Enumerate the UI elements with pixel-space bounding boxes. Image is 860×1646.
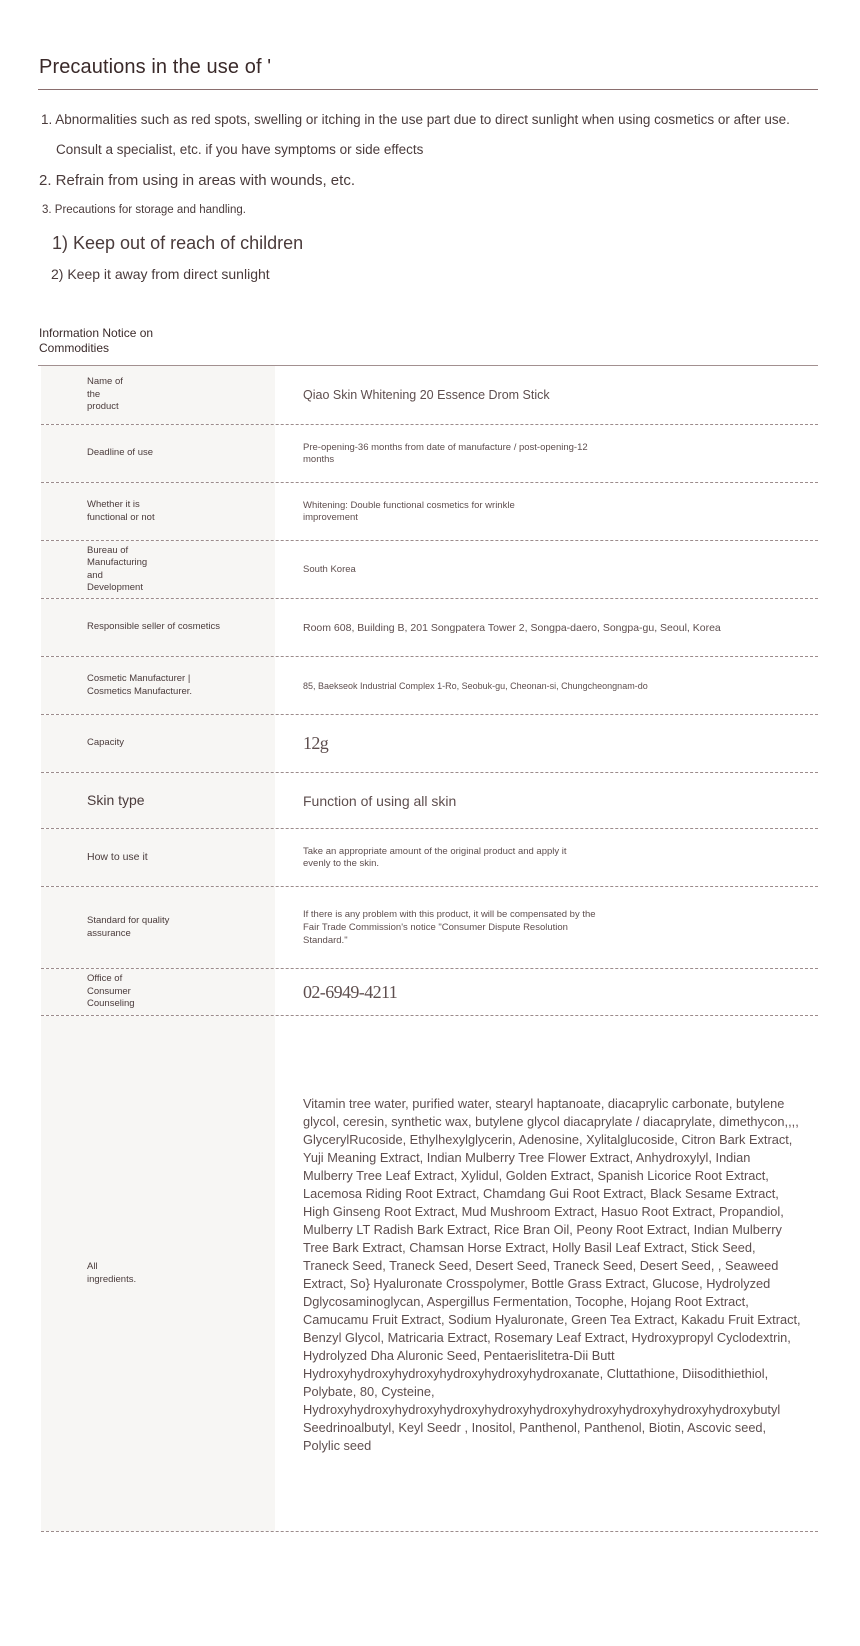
row-label-cell xyxy=(41,829,275,886)
row-value-cell xyxy=(275,425,818,482)
row-value: If there is any problem with this product, it will be compensated by the Fair Trade Commission's notice "Consumer Dispute Resolution Standard." xyxy=(303,909,596,946)
row-value: Take an appropriate amount of the original product and apply it evenly to the skin. xyxy=(303,845,567,869)
row-label: Skin type xyxy=(87,792,145,809)
row-label: Whether it is functional or not xyxy=(87,499,155,523)
table-row xyxy=(41,1016,818,1532)
table-row xyxy=(41,541,818,599)
row-value-cell xyxy=(275,541,818,598)
row-value-cell xyxy=(275,366,818,424)
row-value-cell xyxy=(275,715,818,772)
row-value: South Korea xyxy=(303,563,356,575)
row-value-cell xyxy=(275,483,818,540)
row-label-cell xyxy=(41,541,275,598)
row-value-cell xyxy=(275,887,818,968)
ingredients-text: Vitamin tree water, purified water, stearyl haptanoate, diacaprylic carbonate, butylene glycol, ceresin, synthetic wax, butylene glycol diacaprylate / diacaprylate, dimethycon,,,, GlycerylRucoside, Ethylhexylglycerin, Adenosine, Xylitalglucoside, Citron Bark Extract, Yuji Meaning Extract, Indian Mulberry Tree Flower Extract, Anhydroxylyl, Indian Mulberry Tree Leaf Extract, Xylidul, Golden Extract, Spanish Licorice Root Extract, Lacemosa Riding Root Extract, Chamdang Gui Root Extract, Black Sesame Extract, High Ginseng Root Extract, Mud Mushroom Extract, Hasuo Root Extract, Propandiol, Mulberry LT Radish Bark Extract, Rice Bran Oil, Peony Root Extract, Indian Mulberry Tree Bark Extract, Chamsan Horse Extract, Holly Basil Leaf Extract, Stick Seed, Traneck Seed, Traneck Seed, Desert Seed, Traneck Seed, Desert Seed, , Seaweed Extract, So} Hyaluronate Crosspolymer, Bottle Grass Extract, Glucose, Hydrolyzed Dglycosaminoglycan, Aspergillus Fermentation, Tocophe, Hojang Root Extract, Camucamu Fruit Extract, Sodium Hyaluronate, Green Tea Extract, Kakadu Fruit Extract, Benzyl Glycol, Matricaria Extract, Rosemary Leaf Extract, Hydroxypropyl Cyclodextrin, Hydrolyzed Dha Aluronic Seed, Pentaerislitetra-Dii Butt Hydroxyhydroxyhydroxyhydroxyhydroxyhydroxanate, Cluttathione, Diisodithiethiol, Polybate, 80, Cysteine, Hydroxyhydroxyhydroxyhydroxyhydroxyhydroxyhydroxyhydroxyhydroxyhydroxybutyl Seedrinoalbutyl, Keyl Seedr , Inositol, Panthenol, Panthenol, Biotin, Ascovic seed, Polylic seed xyxy=(303,1096,801,1453)
table-row xyxy=(41,425,818,483)
row-label: Cosmetic Manufacturer | Cosmetics Manufacturer. xyxy=(87,673,193,697)
row-value: Function of using all skin xyxy=(303,792,457,809)
table-row xyxy=(41,829,818,887)
row-label: Standard for quality assurance xyxy=(87,915,170,939)
row-label: All ingredients. xyxy=(87,1261,137,1285)
table-row xyxy=(41,483,818,541)
notice-title: Information Notice on Commodities xyxy=(39,326,154,355)
precaution-subitem-2: 2) Keep it away from direct sunlight xyxy=(51,266,270,282)
row-value: Qiao Skin Whitening 20 Essence Drom Stick xyxy=(303,388,550,402)
row-label: Office of Consumer Counseling xyxy=(87,973,135,1010)
row-value: 12g xyxy=(303,733,329,753)
precautions-title: Precautions in the use of ' xyxy=(39,56,272,78)
row-value: 85, Baekseok Industrial Complex 1-Ro, Seobuk-gu, Cheonan-si, Chungcheongnam-do xyxy=(303,680,648,691)
table-row xyxy=(41,773,818,829)
precaution-item-2: 2. Refrain from using in areas with wounds, etc. xyxy=(39,172,355,189)
title-divider xyxy=(38,89,818,90)
row-label-cell xyxy=(41,715,275,772)
row-value-cell xyxy=(275,657,818,714)
row-label-cell xyxy=(41,599,275,656)
row-value: 02-6949-4211 xyxy=(303,981,398,1002)
table-row xyxy=(41,969,818,1016)
row-label: Bureau of Manufacturing and Development xyxy=(87,544,148,593)
precaution-subitem-1: 1) Keep out of reach of children xyxy=(52,233,304,253)
row-label: Capacity xyxy=(87,737,124,749)
table-row xyxy=(41,599,818,657)
row-label: How to use it xyxy=(87,851,148,864)
table-row xyxy=(41,887,818,969)
row-label: Deadline of use xyxy=(87,447,154,459)
precaution-item-1-detail: Consult a specialist, etc. if you have symptoms or side effects xyxy=(56,142,424,157)
precaution-item-1: 1. Abnormalities such as red spots, swelling or itching in the use part due to direct sunlight when using cosmetics or after use. xyxy=(41,112,790,127)
row-label-cell xyxy=(41,773,275,828)
row-value-cell xyxy=(275,829,818,886)
row-label: Name of the product xyxy=(87,376,123,413)
row-label-cell xyxy=(41,1016,275,1531)
row-value-cell xyxy=(275,969,818,1015)
table-row xyxy=(41,657,818,715)
row-value: Room 608, Building B, 201 Songpatera Tower 2, Songpa-daero, Songpa-gu, Seoul, Korea xyxy=(303,621,721,634)
row-value-cell xyxy=(275,599,818,656)
row-label-cell xyxy=(41,657,275,714)
row-value: Pre-opening-36 months from date of manufacture / post-opening-12 months xyxy=(303,441,588,465)
precaution-item-3: 3. Precautions for storage and handling. xyxy=(42,204,246,216)
row-label-cell xyxy=(41,969,275,1015)
row-label-cell xyxy=(41,425,275,482)
row-label: Responsible seller of cosmetics xyxy=(87,621,221,633)
row-label-cell xyxy=(41,366,275,424)
row-value: Whitening: Double functional cosmetics for wrinkle improvement xyxy=(303,499,515,523)
table-row xyxy=(41,715,818,773)
row-value-cell xyxy=(275,773,818,828)
row-label-cell xyxy=(41,483,275,540)
row-label-cell xyxy=(41,887,275,968)
row-value-cell xyxy=(275,1016,818,1531)
table-row xyxy=(41,366,818,425)
product-info-table xyxy=(41,366,818,1532)
